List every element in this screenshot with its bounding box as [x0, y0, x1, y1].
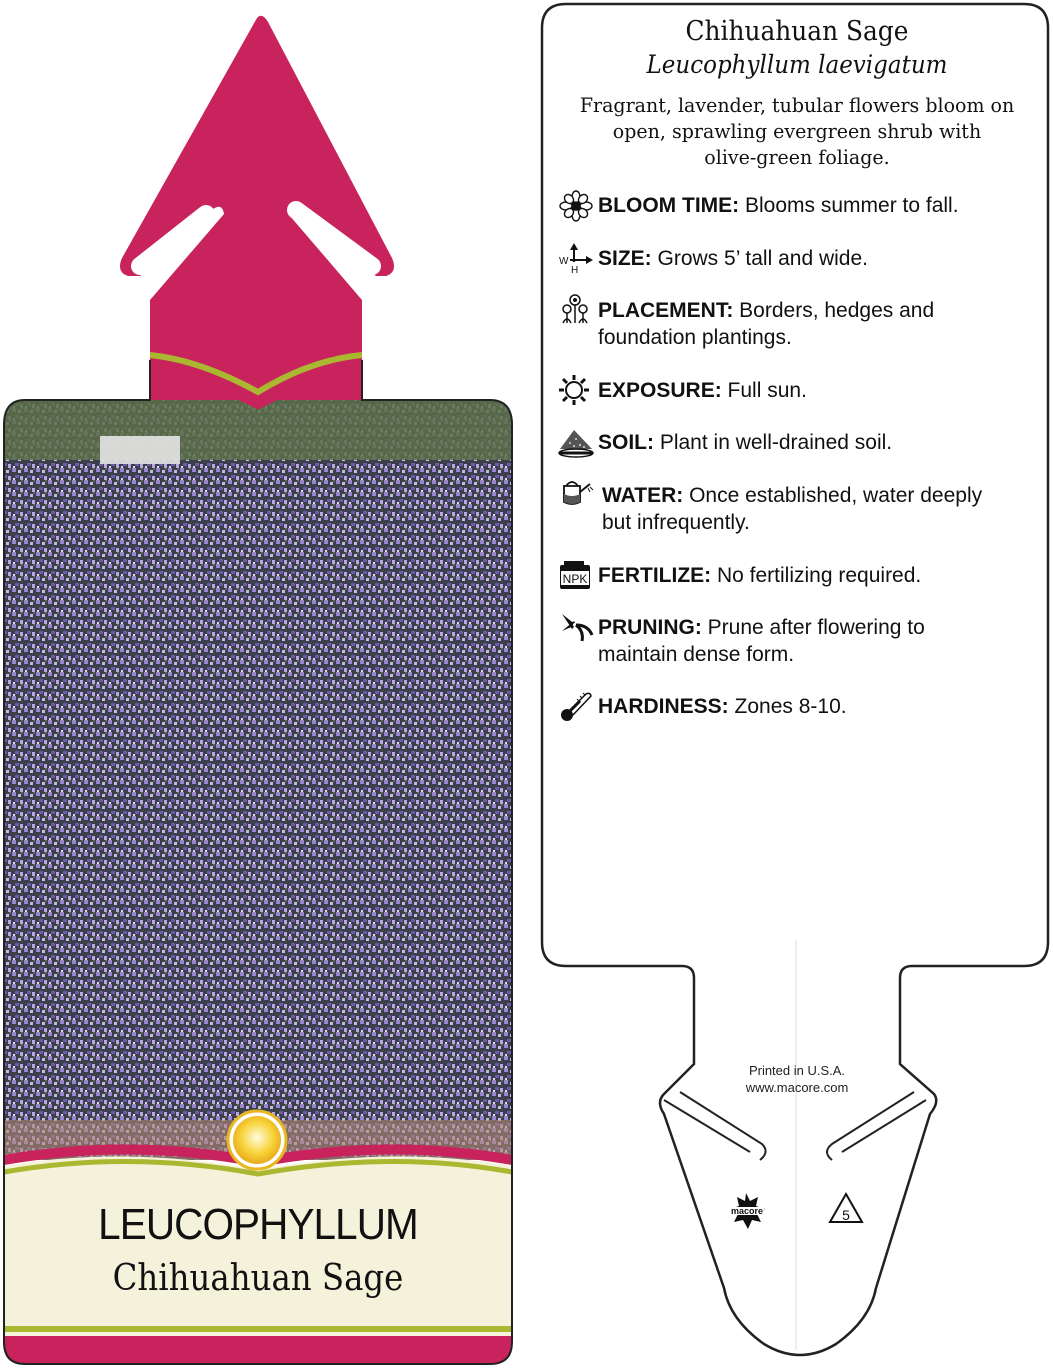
- front-common-name: Chihuahuan Sage: [112, 1258, 404, 1299]
- svg-text:5: 5: [842, 1207, 850, 1223]
- thermometer-icon: [558, 690, 594, 722]
- printed-in-usa: Printed in U.S.A. www.macore.com: [745, 1063, 849, 1095]
- back-latin-name: Leucophyllum laevigatum: [646, 50, 948, 79]
- back-description: Fragrant, lavender, tubular flowers bloom on open, sprawling evergreen shrub with olive-green foliage.: [579, 93, 1015, 169]
- svg-text:H: H: [571, 265, 579, 274]
- attr-placement: PLACEMENT: Borders, hedges and foundation plantings.: [598, 299, 935, 349]
- svg-text:W: W: [559, 256, 569, 267]
- pruners-icon: [558, 611, 594, 643]
- plants-icon: [558, 293, 594, 325]
- back-common-name: Chihuahuan Sage: [685, 16, 909, 47]
- fertilizer-icon: [558, 559, 594, 591]
- sun-icon: [558, 374, 594, 406]
- soil-icon: [558, 427, 594, 459]
- attr-fertilize: FERTILIZE: No fertilizing required.: [598, 564, 922, 587]
- attr-size: SIZE: Grows 5’ tall and wide.: [598, 247, 868, 270]
- svg-text:macore: macore: [730, 1206, 764, 1216]
- attr-pruning: PRUNING: Prune after flowering to maintain dense form.: [598, 616, 925, 666]
- flower-icon: [558, 190, 594, 222]
- attr-soil: SOIL: Plant in well-drained soil.: [598, 431, 893, 454]
- attr-hardiness: HARDINESS: Zones 8-10.: [598, 695, 847, 718]
- attr-exposure: EXPOSURE: Full sun.: [598, 379, 807, 402]
- size-arrows-icon: [558, 242, 594, 274]
- front-genus-name: LEUCOPHYLLUM: [98, 1200, 418, 1249]
- watering-can-icon: [558, 478, 594, 510]
- attr-bloom-time: BLOOM TIME: Blooms summer to fall.: [598, 194, 959, 217]
- svg-text:NPK: NPK: [562, 572, 588, 586]
- attr-water: WATER: Once established, water deeply but infrequently.: [602, 484, 983, 534]
